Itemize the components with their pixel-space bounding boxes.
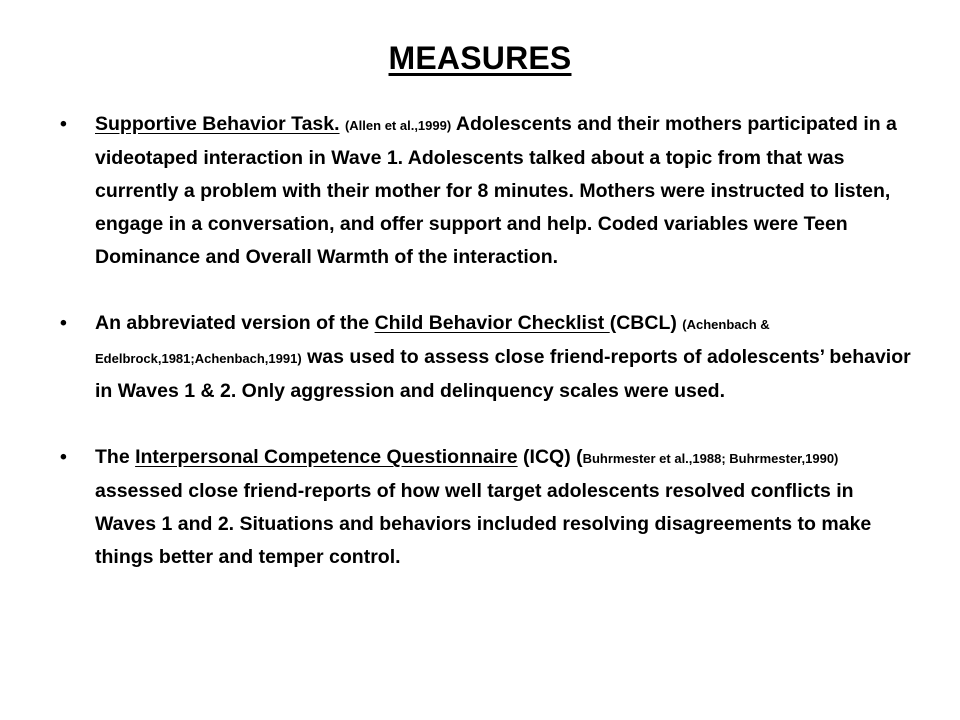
citation: (Allen et al.,1999) [344, 118, 452, 133]
bullet-lead-text: The [95, 446, 136, 468]
measure-name: Interpersonal Competence Questionnaire [135, 446, 518, 468]
bullet-list [60, 108, 920, 574]
bullet-lead-text: An abbreviated version of the [95, 312, 375, 334]
measure-abbreviation: (ICQ) ( [517, 446, 583, 468]
measure-description: assessed close friend-reports of how well target adolescents resolved conflicts in Waves 1 and 2. Situations and behaviors included resolving disagreements to make things better and temper control. [95, 480, 872, 568]
measure-description: Adolescents and their mothers participated in a videotaped interaction in Wave 1. Adolescents talked about a topic from that was currently a problem with their mother for 8 minutes. Mothers were instructed to listen, engage in a conversation, and offer support and help. Coded variables were Teen Dominance and Overall Warmth of the interaction. [95, 113, 897, 268]
bullet-marker: • [60, 312, 67, 334]
bullet-cbcl [60, 307, 920, 408]
measure-name: Child Behavior Checklist [374, 312, 610, 334]
bullet-marker: • [60, 446, 67, 468]
bullet-marker: • [60, 113, 67, 135]
measure-name: Supportive Behavior Task. [95, 113, 340, 135]
bullet-icq [60, 441, 920, 574]
bullet-supportive-behavior-task [60, 108, 920, 274]
slide-title: MEASURES [388, 40, 572, 76]
measure-description: was used to assess close friend-reports of adolescents’ behavior in Waves 1 & 2. Only aggression and delinquency scales were used. [95, 346, 911, 402]
citation: Buhrmester et al.,1988; Buhrmester,1990) [582, 451, 839, 466]
citation: (Achenbach & Edelbrock,1981;Achenbach,1991) [95, 317, 770, 366]
measure-abbreviation: (CBCL) [609, 312, 683, 334]
